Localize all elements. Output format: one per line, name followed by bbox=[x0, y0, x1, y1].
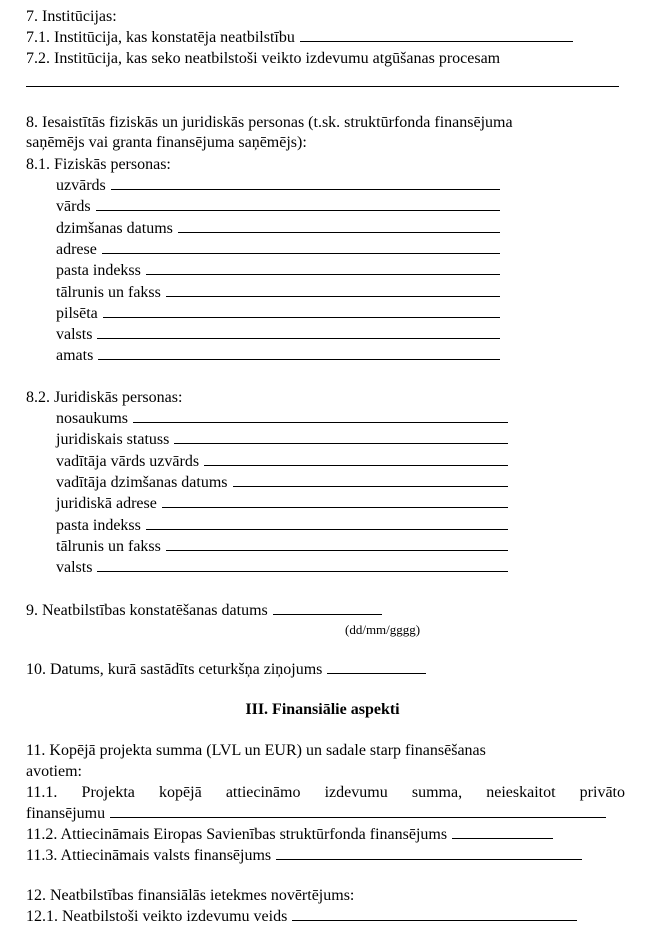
row-9 bbox=[26, 598, 645, 620]
legal-person-field-label: vadītāja vārds uzvārds bbox=[56, 452, 200, 470]
legal-person-field-label: pasta indekss bbox=[56, 516, 141, 534]
natural-person-field-label: tālrunis un fakss bbox=[56, 283, 161, 301]
natural-person-field-label: amats bbox=[56, 347, 94, 365]
natural-person-field-input-line[interactable] bbox=[111, 189, 500, 190]
natural-person-field-row bbox=[56, 173, 645, 195]
row-11-1a: 11.1. Projekta kopējā attiecināmo izdevumu summa, neieskaitot privāto bbox=[26, 784, 625, 801]
legal-person-field-row bbox=[56, 449, 645, 471]
natural-person-field-input-line[interactable] bbox=[103, 317, 500, 318]
section-11-heading-2: avotiem: bbox=[26, 763, 82, 780]
legal-person-field-label: juridiskais statuss bbox=[56, 431, 170, 449]
section-8-2-heading: 8.2. Juridiskās personas: bbox=[26, 389, 183, 406]
section-8-1-heading: 8.1. Fiziskās personas: bbox=[26, 156, 171, 173]
legal-person-field-input-line[interactable] bbox=[133, 422, 508, 423]
row-11-2-label: 11.2. Attiecināmais Eiropas Savienības struktūrfonda finansējums bbox=[26, 826, 448, 843]
natural-person-field-label: pilsēta bbox=[56, 304, 98, 322]
natural-person-field-input-line[interactable] bbox=[102, 253, 500, 254]
legal-person-field-row bbox=[56, 470, 645, 492]
section-8-heading-2: saņēmējs vai granta finansējuma saņēmējs): bbox=[26, 134, 307, 151]
row-10-label: 10. Datums, kurā sastādīts ceturkšņa ziņojums bbox=[26, 661, 323, 678]
report-date-field[interactable] bbox=[327, 673, 426, 674]
natural-person-field-label: dzimšanas datums bbox=[56, 219, 173, 237]
row-7-2-label: 7.2. Institūcija, kas seko neatbilstoši veikto izdevumu atgūšanas procesam bbox=[26, 50, 501, 67]
natural-person-field-label: valsts bbox=[56, 326, 93, 344]
natural-person-field-row bbox=[56, 216, 645, 238]
legal-person-field-row bbox=[56, 555, 645, 577]
row-9-label: 9. Neatbilstības konstatēšanas datums bbox=[26, 602, 268, 619]
row-11-2 bbox=[26, 822, 645, 844]
section-12-heading: 12. Neatbilstības finansiālās ietekmes novērtējums: bbox=[26, 887, 355, 904]
legal-person-field-label: tālrunis un fakss bbox=[56, 537, 161, 555]
row-7-1-label: 7.1. Institūcija, kas konstatēja neatbilstību bbox=[26, 29, 295, 46]
legal-person-field-row bbox=[56, 513, 645, 535]
natural-person-field-label: pasta indekss bbox=[56, 262, 141, 280]
legal-person-field-label: valsts bbox=[56, 559, 93, 577]
natural-person-field-input-line[interactable] bbox=[178, 232, 500, 233]
legal-person-field-input-line[interactable] bbox=[233, 486, 508, 487]
institution-recovery-field[interactable] bbox=[26, 86, 619, 87]
row-7-2-line bbox=[26, 70, 645, 92]
row-7-2 bbox=[26, 46, 645, 68]
section-3-title: III. Finansiālie aspekti bbox=[245, 701, 400, 718]
natural-person-field-input-line[interactable] bbox=[98, 359, 500, 360]
legal-person-field-row bbox=[56, 427, 645, 449]
legal-person-field-input-line[interactable] bbox=[174, 443, 508, 444]
row-11-3 bbox=[26, 843, 645, 865]
row-11-3-label: 11.3. Attiecināmais valsts finansējums bbox=[26, 847, 272, 864]
legal-person-field-label: nosaukums bbox=[56, 410, 128, 427]
natural-person-field-label: adrese bbox=[56, 240, 97, 258]
legal-person-field-input-line[interactable] bbox=[204, 465, 508, 466]
eu-funding-field[interactable] bbox=[452, 838, 553, 839]
row-11-1b bbox=[26, 801, 645, 823]
cost-type-field[interactable] bbox=[292, 920, 577, 921]
natural-person-field-input-line[interactable] bbox=[166, 296, 500, 297]
natural-person-field-row bbox=[56, 301, 645, 323]
state-funding-field[interactable] bbox=[276, 859, 582, 860]
row-10 bbox=[26, 657, 645, 679]
legal-person-field-input-line[interactable] bbox=[166, 550, 508, 551]
natural-person-field-input-line[interactable] bbox=[146, 274, 500, 275]
legal-person-field-label: juridiskā adrese bbox=[56, 495, 157, 513]
natural-person-field-row bbox=[56, 280, 645, 302]
row-12-1-label: 12.1. Neatbilstoši veikto izdevumu veids bbox=[26, 908, 288, 925]
row-12-1 bbox=[26, 904, 645, 926]
natural-person-field-label: uzvārds bbox=[56, 177, 106, 194]
natural-person-field-row bbox=[56, 258, 645, 280]
section-8-heading-1: 8. Iesaistītās fiziskās un juridiskās personas (t.sk. struktūrfonda finansējuma bbox=[26, 114, 513, 131]
section-11-heading-1: 11. Kopējā projekta summa (LVL un EUR) un sadale starp finansēšanas bbox=[26, 742, 486, 759]
natural-person-field-row bbox=[56, 322, 645, 344]
natural-person-field-row bbox=[56, 237, 645, 259]
legal-person-field-row bbox=[56, 534, 645, 556]
row-7-1 bbox=[26, 25, 645, 47]
row-11-1-label: finansējumu bbox=[26, 805, 106, 822]
natural-person-field-input-line[interactable] bbox=[96, 210, 500, 211]
natural-person-field-input-line[interactable] bbox=[97, 338, 500, 339]
legal-person-field-input-line[interactable] bbox=[97, 571, 508, 572]
legal-person-field-label: vadītāja dzimšanas datums bbox=[56, 473, 228, 491]
natural-person-field-label: vārds bbox=[56, 198, 91, 216]
legal-person-field-row bbox=[56, 491, 645, 513]
total-eligible-costs-field[interactable] bbox=[110, 817, 606, 818]
natural-person-field-row bbox=[56, 343, 645, 365]
legal-person-field-input-line[interactable] bbox=[162, 507, 508, 508]
legal-person-field-row bbox=[56, 406, 645, 428]
institution-detected-field[interactable] bbox=[300, 41, 573, 42]
section-7-heading: 7. Institūcijas: bbox=[26, 8, 117, 25]
legal-person-field-input-line[interactable] bbox=[146, 529, 508, 530]
nonconformity-date-field[interactable] bbox=[273, 614, 382, 615]
natural-person-field-row bbox=[56, 194, 645, 216]
date-format-hint: (dd/mm/gggg) bbox=[345, 622, 421, 637]
